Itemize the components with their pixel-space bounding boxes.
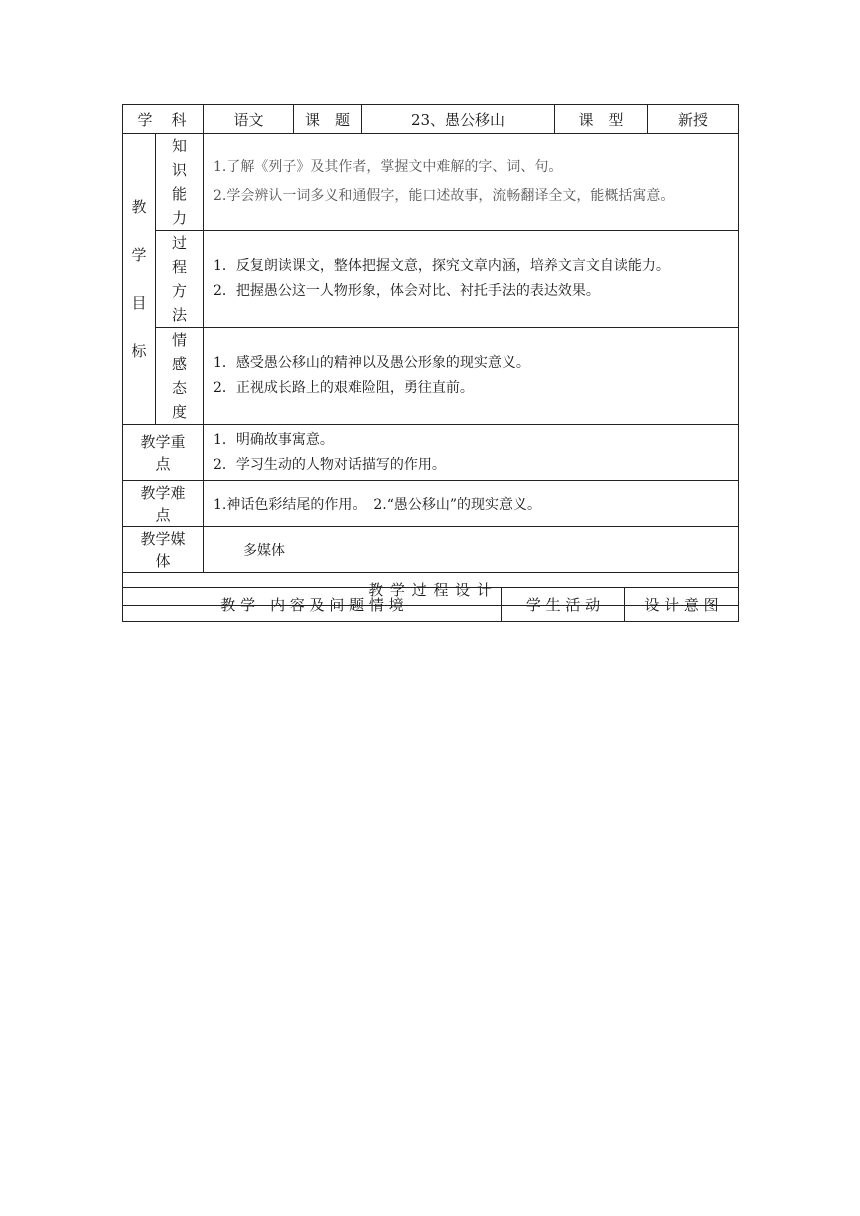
key-points-row [123,425,739,481]
difficulties-content: 1.神话色彩结尾的作用。 2.“愚公移山”的现实意义。 [204,481,739,527]
media-label: 教学媒 体 [123,527,204,573]
student-activity-header: 学 生 活 动 [502,588,625,622]
process-line-2: 2．把握愚公这一人物形象，体会对比、衬托手法的表达效果。 [213,283,600,299]
difficulties-label: 教学难 点 [123,481,204,527]
key-point-line-1: 1．明确故事寓意。 [213,431,334,448]
emotion-line-2: 2．正视成长路上的艰难险阻，勇往直前。 [213,380,474,396]
media-row [123,527,739,573]
goals-label: 教 学 目 标 [123,134,156,425]
emotion-attitude-label: 情 感 态 度 [156,328,204,425]
design-intent-header: 设 计 意 图 [625,588,739,622]
knowledge-line-1: 1.了解《列子》及其作者，掌握文中难解的字、词、句。 [213,159,563,175]
goal-row-knowledge [123,134,739,231]
process-columns-table [122,587,739,622]
topic-value: 23、愚公移山 [362,105,555,134]
type-value: 新授 [648,105,739,134]
process-method-content [204,231,739,328]
key-points-content [204,425,739,481]
goal-row-emotion [123,328,739,425]
knowledge-label: 知 识 能 力 [156,134,204,231]
header-row [123,105,739,134]
lesson-plan-table [122,104,739,606]
process-method-label: 过 程 方 法 [156,231,204,328]
process-header-row [123,588,739,622]
key-point-line-2: 2．学习生动的人物对话描写的作用。 [213,456,446,473]
emotion-attitude-content [204,328,739,425]
topic-label: 课 题 [294,105,362,134]
key-points-label: 教学重 点 [123,425,204,481]
knowledge-content [204,134,739,231]
difficulties-row [123,481,739,527]
goal-row-process [123,231,739,328]
process-title: 教 学 过 程 设 计 [123,573,739,606]
knowledge-line-2: 2.学会辨认一词多义和通假字，能口述故事，流畅翻译全文，能概括寓意。 [213,188,675,204]
media-content: 多媒体 [204,527,739,573]
content-column-header: 教 学 内 容 及 问 题 情 境 [123,588,502,622]
type-label: 课 型 [555,105,648,134]
process-line-1: 1．反复朗读课文，整体把握文意，探究文章内涵，培养文言文自读能力。 [213,258,670,274]
subject-label: 学 科 [123,105,204,134]
subject-value: 语文 [204,105,294,134]
emotion-line-1: 1．感受愚公移山的精神以及愚公形象的现实意义。 [213,355,530,371]
